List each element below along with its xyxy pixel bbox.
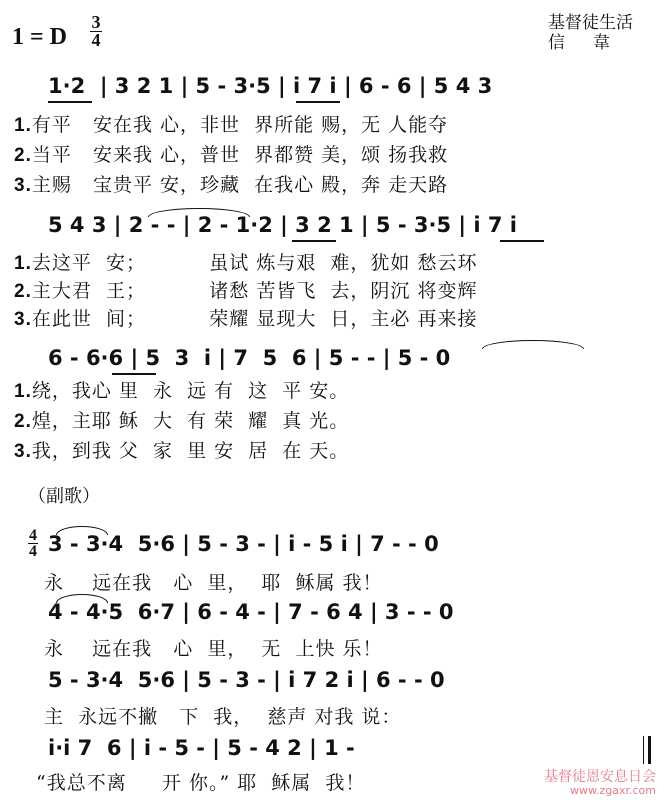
time-top: 3 <box>91 12 101 32</box>
lyric-row-1-2: 2.当平 安来我 心，普世 界都赞 美，颂 扬我救 <box>14 144 449 166</box>
lyric-row-2-3: 3.在此世 间； 荣耀 显现大 日，主必 再来接 <box>14 308 478 330</box>
tie-slur <box>56 594 108 603</box>
chorus-lyric-3: 主 永远不撇 下 我， 慈声 对我 说： <box>44 706 402 728</box>
tie-slur <box>148 208 250 217</box>
watermark: 基督徒恩安息日会 www.zgaxr.com <box>544 769 656 797</box>
underline <box>296 101 340 103</box>
lyric-row-1-3: 3.主赐 宝贵平 安，珍藏 在我心 殿，奔 走天路 <box>14 174 449 196</box>
key-signature: 1 = D <box>12 24 68 50</box>
notes-row-1: 1·2 | 3 2 1 | 5 - 3·5 | i 7 i | 6 - 6 | 5 4 3 <box>48 74 493 98</box>
chorus-notes-3: 5 - 3·4 5·6 | 5 - 3 - | i 7 2 i | 6 - - 0 <box>48 668 445 692</box>
time-signature <box>90 14 102 49</box>
lyric-row-3-1: 1.绕，我心 里 永 远 有 这 平 安。 <box>14 380 350 402</box>
lyric-row-1-1: 1.有平 安在我 心，非世 界所能 赐，无 人能夺 <box>14 114 449 136</box>
lyric-row-2-1: 1.去这平 安； 虽试 炼与艰 难，犹如 愁云环 <box>14 252 478 274</box>
source-credit: 基督徒生活 <box>548 13 633 33</box>
chorus-notes-4: i·i 7 6 | i - 5 - | 5 - 4 2 | 1 - <box>48 736 355 760</box>
notes-row-3: 6 - 6·6 | 5 3 i | 7 5 6 | 5 - - | 5 - 0 <box>48 346 451 370</box>
lyric-row-2-2: 2.主大君 王； 诸愁 苦皆飞 去，阴沉 将变辉 <box>14 280 478 302</box>
underline <box>112 373 156 375</box>
notes-row-2: 5 4 3 | 2 - - | 2 - 1·2 | 3 2 1 | 5 - 3·5 | i 7 i <box>48 213 517 237</box>
author-credit: 信 韋 <box>548 33 610 53</box>
chorus-label: （副歌） <box>28 486 100 507</box>
final-barline-thin <box>643 736 644 764</box>
chorus-notes-1: 3 - 3·4 5·6 | 5 - 3 - | i - 5 i | 7 - - 0 <box>48 532 439 556</box>
final-barline <box>648 736 651 764</box>
time-bottom: 4 <box>91 30 101 50</box>
chorus-notes-2: 4 - 4·5 6·7 | 6 - 4 - | 7 - 6 4 | 3 - - 0 <box>48 600 454 624</box>
underline <box>500 240 544 242</box>
chorus-lyric-1: 永 远在我 心 里， 耶 稣属 我！ <box>44 572 383 594</box>
underline <box>48 101 92 103</box>
underline <box>292 240 336 242</box>
chorus-time-signature: 4 4 <box>29 527 37 560</box>
tie-slur <box>482 340 584 349</box>
tie-slur <box>56 526 108 535</box>
lyric-row-3-3: 3.我，到我 父 家 里 安 居 在 天。 <box>14 440 350 462</box>
lyric-row-3-2: 2.煌，主耶 稣 大 有 荣 耀 真 光。 <box>14 410 350 432</box>
chorus-lyric-4: “我总不离 开 你。” 耶 稣属 我！ <box>36 772 366 794</box>
chorus-lyric-2: 永 远在我 心 里， 无 上快 乐！ <box>44 638 383 660</box>
